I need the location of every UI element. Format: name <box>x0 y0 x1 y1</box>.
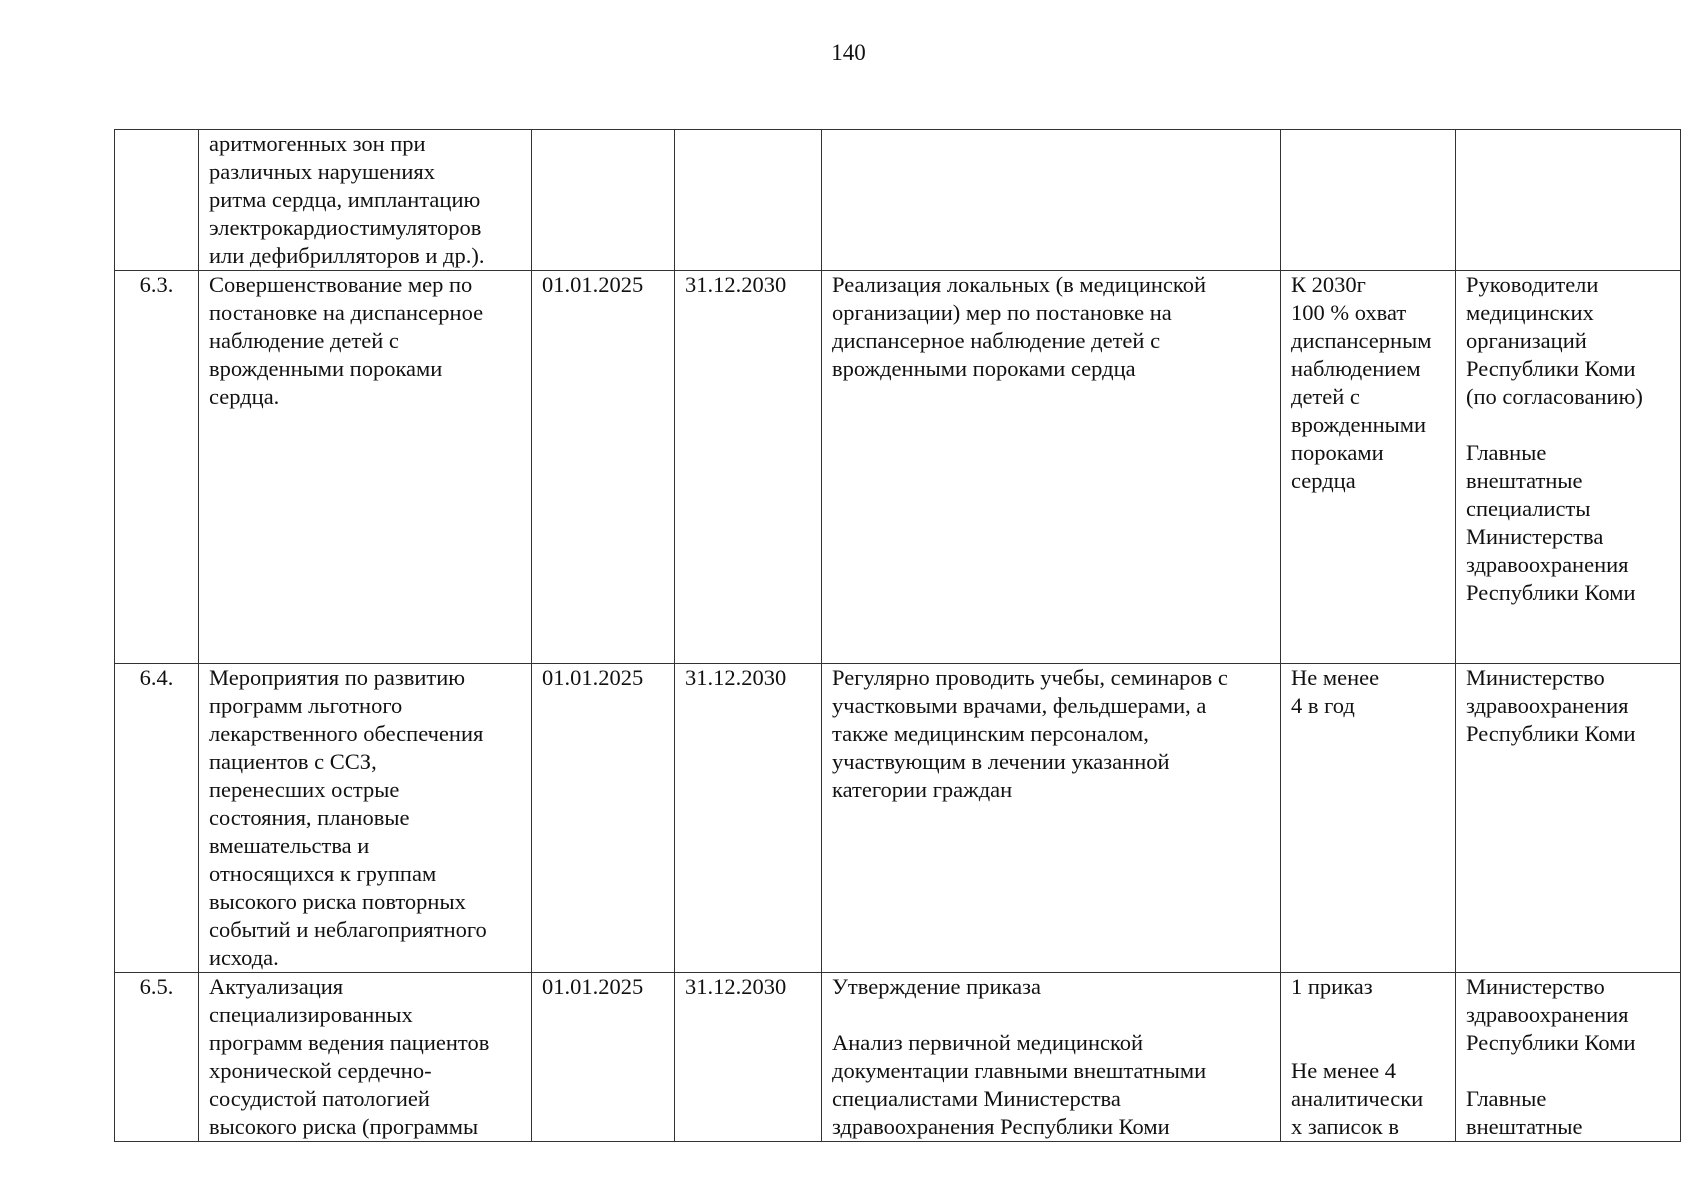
end-date: 31.12.2030 <box>675 973 822 1142</box>
table-row <box>115 973 1681 1142</box>
measure-name: Совершенствование мер по постановке на диспансерное наблюдение детей с врожденными пороками сердца. <box>199 271 532 664</box>
end-date <box>675 130 822 271</box>
responsible: Министерство здравоохранения Республики Коми <box>1456 664 1681 973</box>
start-date: 01.01.2025 <box>532 973 675 1142</box>
end-date: 31.12.2030 <box>675 664 822 973</box>
table-row <box>115 271 1681 664</box>
indicator: К 2030г 100 % охват диспансерным наблюдением детей с врожденными пороками сердца <box>1281 271 1456 664</box>
responsible: Руководители медицинских организаций Республики Коми (по согласованию) Главные внештатные специалисты Министерства здравоохранения Республики Коми <box>1456 271 1681 664</box>
measure-name: аритмогенных зон при различных нарушениях ритма сердца, имплантацию электрокардиостимуляторов или дефибрилляторов и др.). <box>199 130 532 271</box>
expected-result: Регулярно проводить учебы, семинаров с участковыми врачами, фельдшерами, а также медицинским персоналом, участвующим в лечении указанной категории граждан <box>822 664 1281 973</box>
indicator <box>1281 130 1456 271</box>
measure-name: Мероприятия по развитию программ льготного лекарственного обеспечения пациентов с ССЗ, перенесших острые состояния, плановые вмешательства и относящихся к группам высокого риска повторных событий и неблагоприятного исхода. <box>199 664 532 973</box>
indicator: Не менее 4 в год <box>1281 664 1456 973</box>
responsible <box>1456 130 1681 271</box>
page-number: 140 <box>831 40 866 65</box>
measures-table <box>114 129 1681 1142</box>
end-date: 31.12.2030 <box>675 271 822 664</box>
measure-name: Актуализация специализированных программ ведения пациентов хронической сердечно- сосудистой патологией высокого риска (программы <box>199 973 532 1142</box>
item-number <box>115 130 199 271</box>
item-number: 6.5. <box>115 973 199 1142</box>
table-row <box>115 664 1681 973</box>
expected-result: Реализация локальных (в медицинской организации) мер по постановке на диспансерное наблюдение детей с врожденными пороками сердца <box>822 271 1281 664</box>
item-number: 6.3. <box>115 271 199 664</box>
indicator: 1 приказ Не менее 4 аналитически х записок в <box>1281 973 1456 1142</box>
responsible: Министерство здравоохранения Республики Коми Главные внештатные <box>1456 973 1681 1142</box>
expected-result <box>822 130 1281 271</box>
start-date <box>532 130 675 271</box>
expected-result: Утверждение приказа Анализ первичной медицинской документации главными внештатными специалистами Министерства здравоохранения Республики Коми <box>822 973 1281 1142</box>
start-date: 01.01.2025 <box>532 664 675 973</box>
item-number: 6.4. <box>115 664 199 973</box>
start-date: 01.01.2025 <box>532 271 675 664</box>
table-row <box>115 130 1681 271</box>
